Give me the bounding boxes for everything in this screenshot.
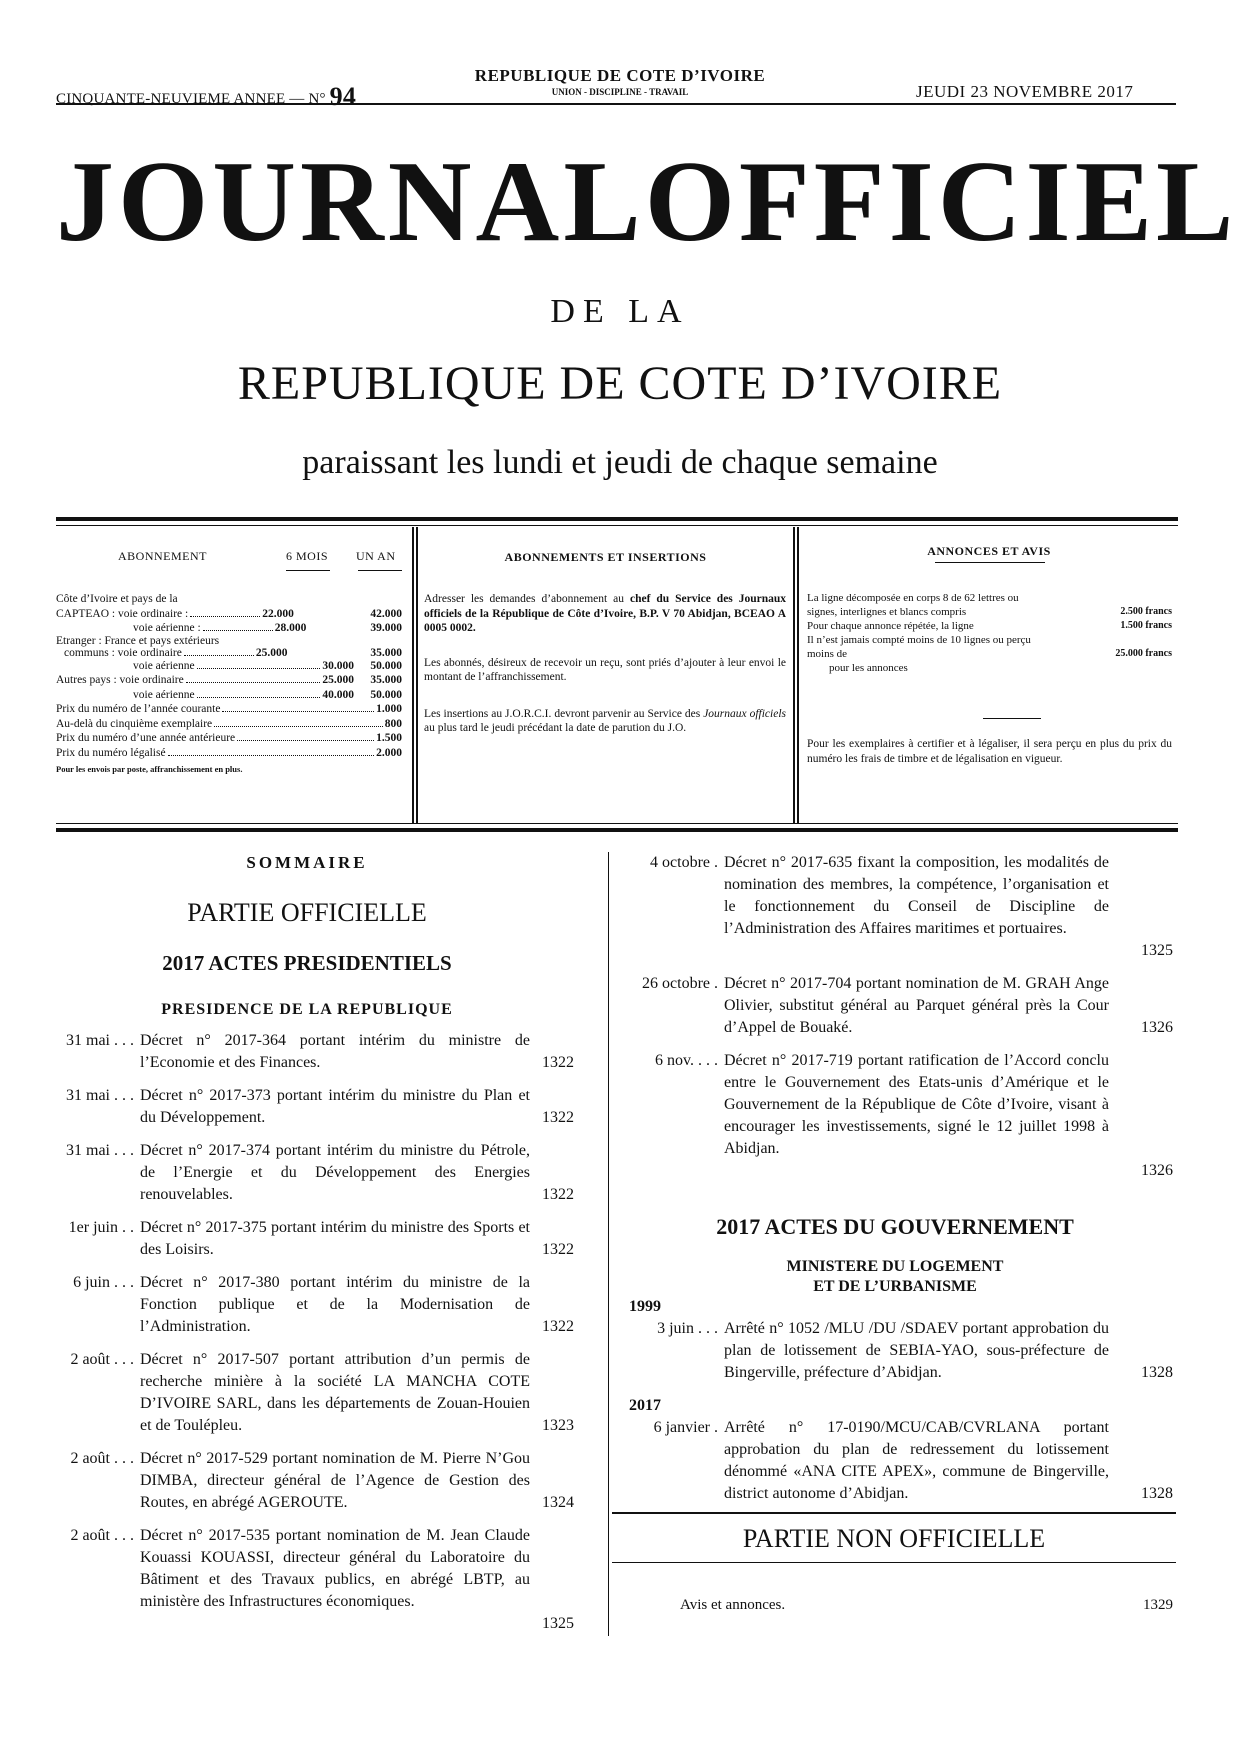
toc-gouvernement bbox=[615, 1296, 1175, 1516]
ministere-line-2: ET DE L’URBANISME bbox=[813, 1278, 977, 1295]
rate-1y: 39.000 bbox=[370, 622, 402, 634]
annonces-rate-2-value: 1.500 francs bbox=[1120, 620, 1172, 631]
annonces-header-rule bbox=[935, 562, 1045, 563]
toc-entry-text: Décret n° 2017-704 portant nomination de M. GRAH Ange Olivier, substitut général au Parquet général près la Cour d’Appel de Bouaké. bbox=[724, 975, 1109, 1036]
box-bottom-rule-thin bbox=[56, 823, 1178, 824]
sommaire-title: SOMMAIRE bbox=[246, 853, 368, 872]
price-value: 2.000 bbox=[376, 746, 402, 759]
annonces-header: ANNONCES ET AVIS bbox=[927, 544, 1051, 558]
annonces-rate-3: Il n’est jamais compté moins de 10 lignes ou perçu moins de bbox=[807, 634, 1031, 660]
box-top-rule-thin bbox=[56, 525, 1178, 526]
annonces-rate-1: La ligne décomposée en corps 8 de 62 lettres ou signes, interlignes et blancs compris bbox=[807, 592, 1019, 618]
annonces-divider bbox=[983, 718, 1041, 719]
toc-right bbox=[615, 852, 1175, 1182]
rate-1y: 42.000 bbox=[370, 607, 402, 620]
box-bottom-rule bbox=[56, 828, 1178, 832]
rate-row-label: voie aérienne bbox=[133, 659, 195, 672]
toc-page: 1326 bbox=[1141, 1162, 1173, 1179]
annonces-rate-2: Pour chaque annonce répétée, la ligne bbox=[807, 620, 974, 632]
insertions-p1-lead: Adresser les demandes d’abonnement au bbox=[424, 593, 625, 605]
rate-1y: 35.000 bbox=[370, 674, 402, 686]
partie-non-officielle-title: PARTIE NON OFFICIELLE bbox=[742, 1524, 1046, 1553]
col-6mois-rule bbox=[286, 570, 330, 571]
rate-6m: 25.000 bbox=[322, 674, 354, 686]
annonces-legalisation: Pour les exemplaires à certifier et à légaliser, il sera perçu en plus du prix du numéro les frais de timbre et de légalisation en vigueur. bbox=[807, 738, 1172, 765]
issue-number: 94 bbox=[329, 82, 357, 111]
header-motto: UNION - DISCIPLINE - TRAVAIL bbox=[551, 87, 689, 97]
rate-row-label: Côte d’Ivoire et pays de la bbox=[56, 593, 178, 605]
toc-entry-text: Décret n° 2017-364 portant intérim du ministre de l’Economie et des Finances. bbox=[140, 1032, 530, 1071]
toc-date: 3 juin . . . bbox=[657, 1320, 718, 1337]
toc-page: 1326 bbox=[1141, 1019, 1173, 1036]
actes-gouvernement-title: 2017 ACTES DU GOUVERNEMENT bbox=[716, 1214, 1074, 1239]
price-label: Prix du numéro légalisé bbox=[56, 746, 166, 759]
insertions-p2: Les abonnés, désireux de recevoir un reçu, sont priés d’ajouter à leur envoi le montant de l’affranchissement. bbox=[424, 656, 786, 683]
insertions-p3-italic: Journaux officiels bbox=[703, 707, 786, 720]
price-value: 1.500 bbox=[376, 732, 402, 744]
toc-date: 31 mai . . . bbox=[66, 1032, 134, 1049]
partie-officielle-title: PARTIE OFFICIELLE bbox=[187, 898, 427, 927]
insertions-header: ABONNEMENTS ET INSERTIONS bbox=[504, 550, 707, 564]
masthead-officiel: OFFICIEL bbox=[644, 138, 1238, 266]
box-top-rule bbox=[56, 517, 1178, 521]
insertions-p3a: Les insertions au J.O.R.C.I. devront parvenir au Service des bbox=[424, 707, 701, 720]
rate-row-label: Autres pays : voie ordinaire bbox=[56, 674, 184, 686]
rate-1y: 35.000 bbox=[370, 646, 402, 659]
issue-date: JEUDI 23 NOVEMBRE 2017 bbox=[916, 82, 1134, 101]
insertions-body bbox=[424, 592, 786, 736]
issue-label bbox=[56, 82, 356, 112]
rate-1y: 50.000 bbox=[370, 659, 402, 672]
toc-page: 1324 bbox=[542, 1494, 574, 1511]
box-divider-2b bbox=[797, 527, 799, 824]
annonces-body bbox=[807, 591, 1172, 675]
presidence-title: PRESIDENCE DE LA REPUBLIQUE bbox=[161, 1001, 453, 1018]
postage-note: Pour les envois par poste, affranchissement en plus. bbox=[56, 764, 243, 774]
toc-date: 31 mai . . . bbox=[66, 1142, 134, 1159]
ministere-title bbox=[615, 1257, 1175, 1297]
toc-page: 1325 bbox=[542, 1615, 574, 1632]
rate-row-label: CAPTEAO : voie ordinaire : bbox=[56, 607, 189, 620]
rate-6m: 28.000 bbox=[274, 622, 307, 634]
issue-year-label: CINQUANTE-NEUVIEME ANNEE — N° bbox=[56, 91, 326, 107]
subscription-table bbox=[56, 592, 402, 777]
actes-presidentiels-title: 2017 ACTES PRESIDENTIELS bbox=[162, 951, 452, 975]
toc-year: 1999 bbox=[629, 1298, 661, 1315]
toc-date: 4 octobre . bbox=[650, 854, 718, 871]
rate-row-label: voie aérienne : bbox=[133, 622, 201, 634]
rate-6m: 30.000 bbox=[322, 659, 354, 672]
header-center bbox=[430, 66, 810, 97]
annonces-rate-3-value: 25.000 francs bbox=[1115, 648, 1172, 659]
toc-page: 1325 bbox=[1141, 942, 1173, 959]
col-6mois: 6 MOIS bbox=[286, 549, 329, 563]
price-label: Prix du numéro d’une année antérieure bbox=[56, 732, 236, 744]
toc-entry-text: Décret n° 2017-507 portant attribution d’un permis de recherche minière à la société LA MANCHA COTE D’IVOIRE SARL, dans les départements de Zouan-Houien et de Touléplеu. bbox=[140, 1351, 530, 1434]
non-officielle-rule-top bbox=[612, 1512, 1176, 1514]
price-label: Au-delà du cinquième exemplaire bbox=[56, 717, 213, 730]
masthead-republic: REPUBLIQUE DE COTE D’IVOIRE bbox=[237, 357, 1003, 410]
toc-date: 2 août . . . bbox=[70, 1527, 134, 1544]
col-un-an-rule bbox=[358, 570, 402, 571]
toc-entry-text: Décret n° 2017-374 portant intérim du ministre du Pétrole, de l’Energie et du Développement des Energies renouvelables. bbox=[140, 1142, 530, 1203]
toc-left bbox=[30, 1030, 590, 1630]
toc-page: 1322 bbox=[542, 1186, 574, 1203]
toc-page: 1323 bbox=[542, 1417, 574, 1434]
toc-entry-text: Décret n° 2017-535 portant nomination de M. Jean Claude Kouassi KOUASSI, directeur général du Laboratoire du Bâtiment et des Travaux publics, en abrégé LBTP, au ministère des Infrastructures économiques. bbox=[140, 1527, 530, 1610]
toc-date: 31 mai . . . bbox=[66, 1087, 134, 1104]
toc-date: 6 janvier . bbox=[653, 1419, 718, 1436]
toc-entry-text: Arrêté n° 1052 /MLU /DU /SDAEV portant approbation du plan de lotissement de SEBIA-YAO, sous-préfecture de Bingerville, préfecture d’Abidjan. bbox=[724, 1320, 1109, 1381]
toc-page: 1322 bbox=[542, 1241, 574, 1258]
toc-entry-text: Décret n° 2017-373 portant intérim du ministre du Plan et du Développement. bbox=[140, 1087, 530, 1126]
toc-entry-text: Décret n° 2017-380 portant intérim du ministre de la Fonction publique et de la Modernisation de l’Administration. bbox=[140, 1274, 530, 1335]
toc-date: 2 août . . . bbox=[70, 1351, 134, 1368]
avis-label: Avis et annonces. bbox=[680, 1597, 786, 1613]
abonnement-header: ABONNEMENT bbox=[118, 549, 207, 563]
masthead-journal: JOURNAL bbox=[56, 138, 645, 266]
toc-entry-text: Arrêté n° 17-0190/MCU/CAB/CVRLANA portant approbation du plan de redressement du lotissement dénommé «ANA CITE APEX», commune de Bingerville, district autonome d’Abidjan. bbox=[724, 1419, 1109, 1502]
masthead-title bbox=[56, 138, 1238, 266]
box-divider-2 bbox=[793, 527, 795, 824]
ministere-line-1: MINISTERE DU LOGEMENT bbox=[786, 1258, 1004, 1275]
rate-6m: 25.000 bbox=[255, 646, 288, 659]
toc-date: 2 août . . . bbox=[70, 1450, 134, 1467]
masthead-frequency: paraissant les lundi et jeudi de chaque semaine bbox=[302, 444, 938, 481]
toc-page: 1328 bbox=[1141, 1485, 1173, 1502]
header-rule bbox=[56, 103, 1176, 105]
toc-date: 1er juin . . bbox=[68, 1219, 134, 1236]
toc-page: 1328 bbox=[1141, 1364, 1173, 1381]
annonces-rate-3b: pour les annonces bbox=[829, 662, 908, 674]
rate-1y: 50.000 bbox=[370, 688, 402, 701]
column-separator bbox=[608, 852, 609, 1636]
toc-date: 26 octobre . bbox=[642, 975, 718, 992]
avis-page: 1329 bbox=[1143, 1597, 1173, 1613]
non-officielle-rule-bottom bbox=[612, 1562, 1176, 1563]
masthead-de-la: DE LA bbox=[550, 293, 690, 330]
rate-row-label: voie aérienne bbox=[133, 688, 195, 701]
header-republic: REPUBLIQUE DE COTE D’IVOIRE bbox=[474, 66, 766, 85]
box-divider-1b bbox=[416, 527, 418, 824]
toc-page: 1322 bbox=[542, 1109, 574, 1126]
toc-date: 6 juin . . . bbox=[73, 1274, 134, 1291]
toc-entry-text: Décret n° 2017-529 portant nomination de M. Pierre N’Gou DIMBA, directeur général de l’Agence de Gestion des Routes, en abrégé AGEROUTE. bbox=[140, 1450, 530, 1511]
toc-page: 1322 bbox=[542, 1054, 574, 1071]
price-value: 1.000 bbox=[376, 703, 402, 715]
toc-entry-text: Décret n° 2017-375 portant intérim du ministre des Sports et des Loisirs. bbox=[140, 1219, 530, 1258]
annonces-rate-1-value: 2.500 francs bbox=[1120, 606, 1172, 617]
price-label: Prix du numéro de l’année courante bbox=[56, 703, 221, 715]
toc-entry-text: Décret n° 2017-719 portant ratification de l’Accord conclu entre le Gouvernement des Etats-unis d’Amérique et le Gouvernement de la République de Côte d’Ivoire, visant à encourager les investissements, signé le 12 juillet 1998 à Abidjan. bbox=[724, 1052, 1109, 1157]
toc-date: 6 nov. . . . bbox=[655, 1052, 718, 1069]
rate-6m: 40.000 bbox=[322, 688, 354, 701]
rate-row-label: communs : voie ordinaire bbox=[64, 646, 182, 659]
col-un-an: UN AN bbox=[356, 549, 396, 563]
price-value: 800 bbox=[384, 717, 402, 730]
insertions-p3b: au plus tard le jeudi précédant la date de parution du J.O. bbox=[424, 722, 687, 734]
insertions-address: chef du Service des Journaux officiels de la République de Côte d’Ivoire, B.P. V 70 Abidjan, BCEAO A 0005 0002. bbox=[424, 593, 787, 634]
rate-row-label: Etranger : France et pays extérieurs bbox=[56, 634, 220, 647]
toc-entry-text: Décret n° 2017-635 fixant la composition, les modalités de nomination des membres, la compétence, l’organisation et le fonctionnement du Conseil de Discipline de l’Administration des Affaires maritimes et portuaires. bbox=[724, 854, 1109, 937]
toc-year: 2017 bbox=[629, 1397, 661, 1414]
box-divider-1 bbox=[412, 527, 414, 824]
toc-page: 1322 bbox=[542, 1318, 574, 1335]
rate-6m: 22.000 bbox=[262, 607, 294, 620]
